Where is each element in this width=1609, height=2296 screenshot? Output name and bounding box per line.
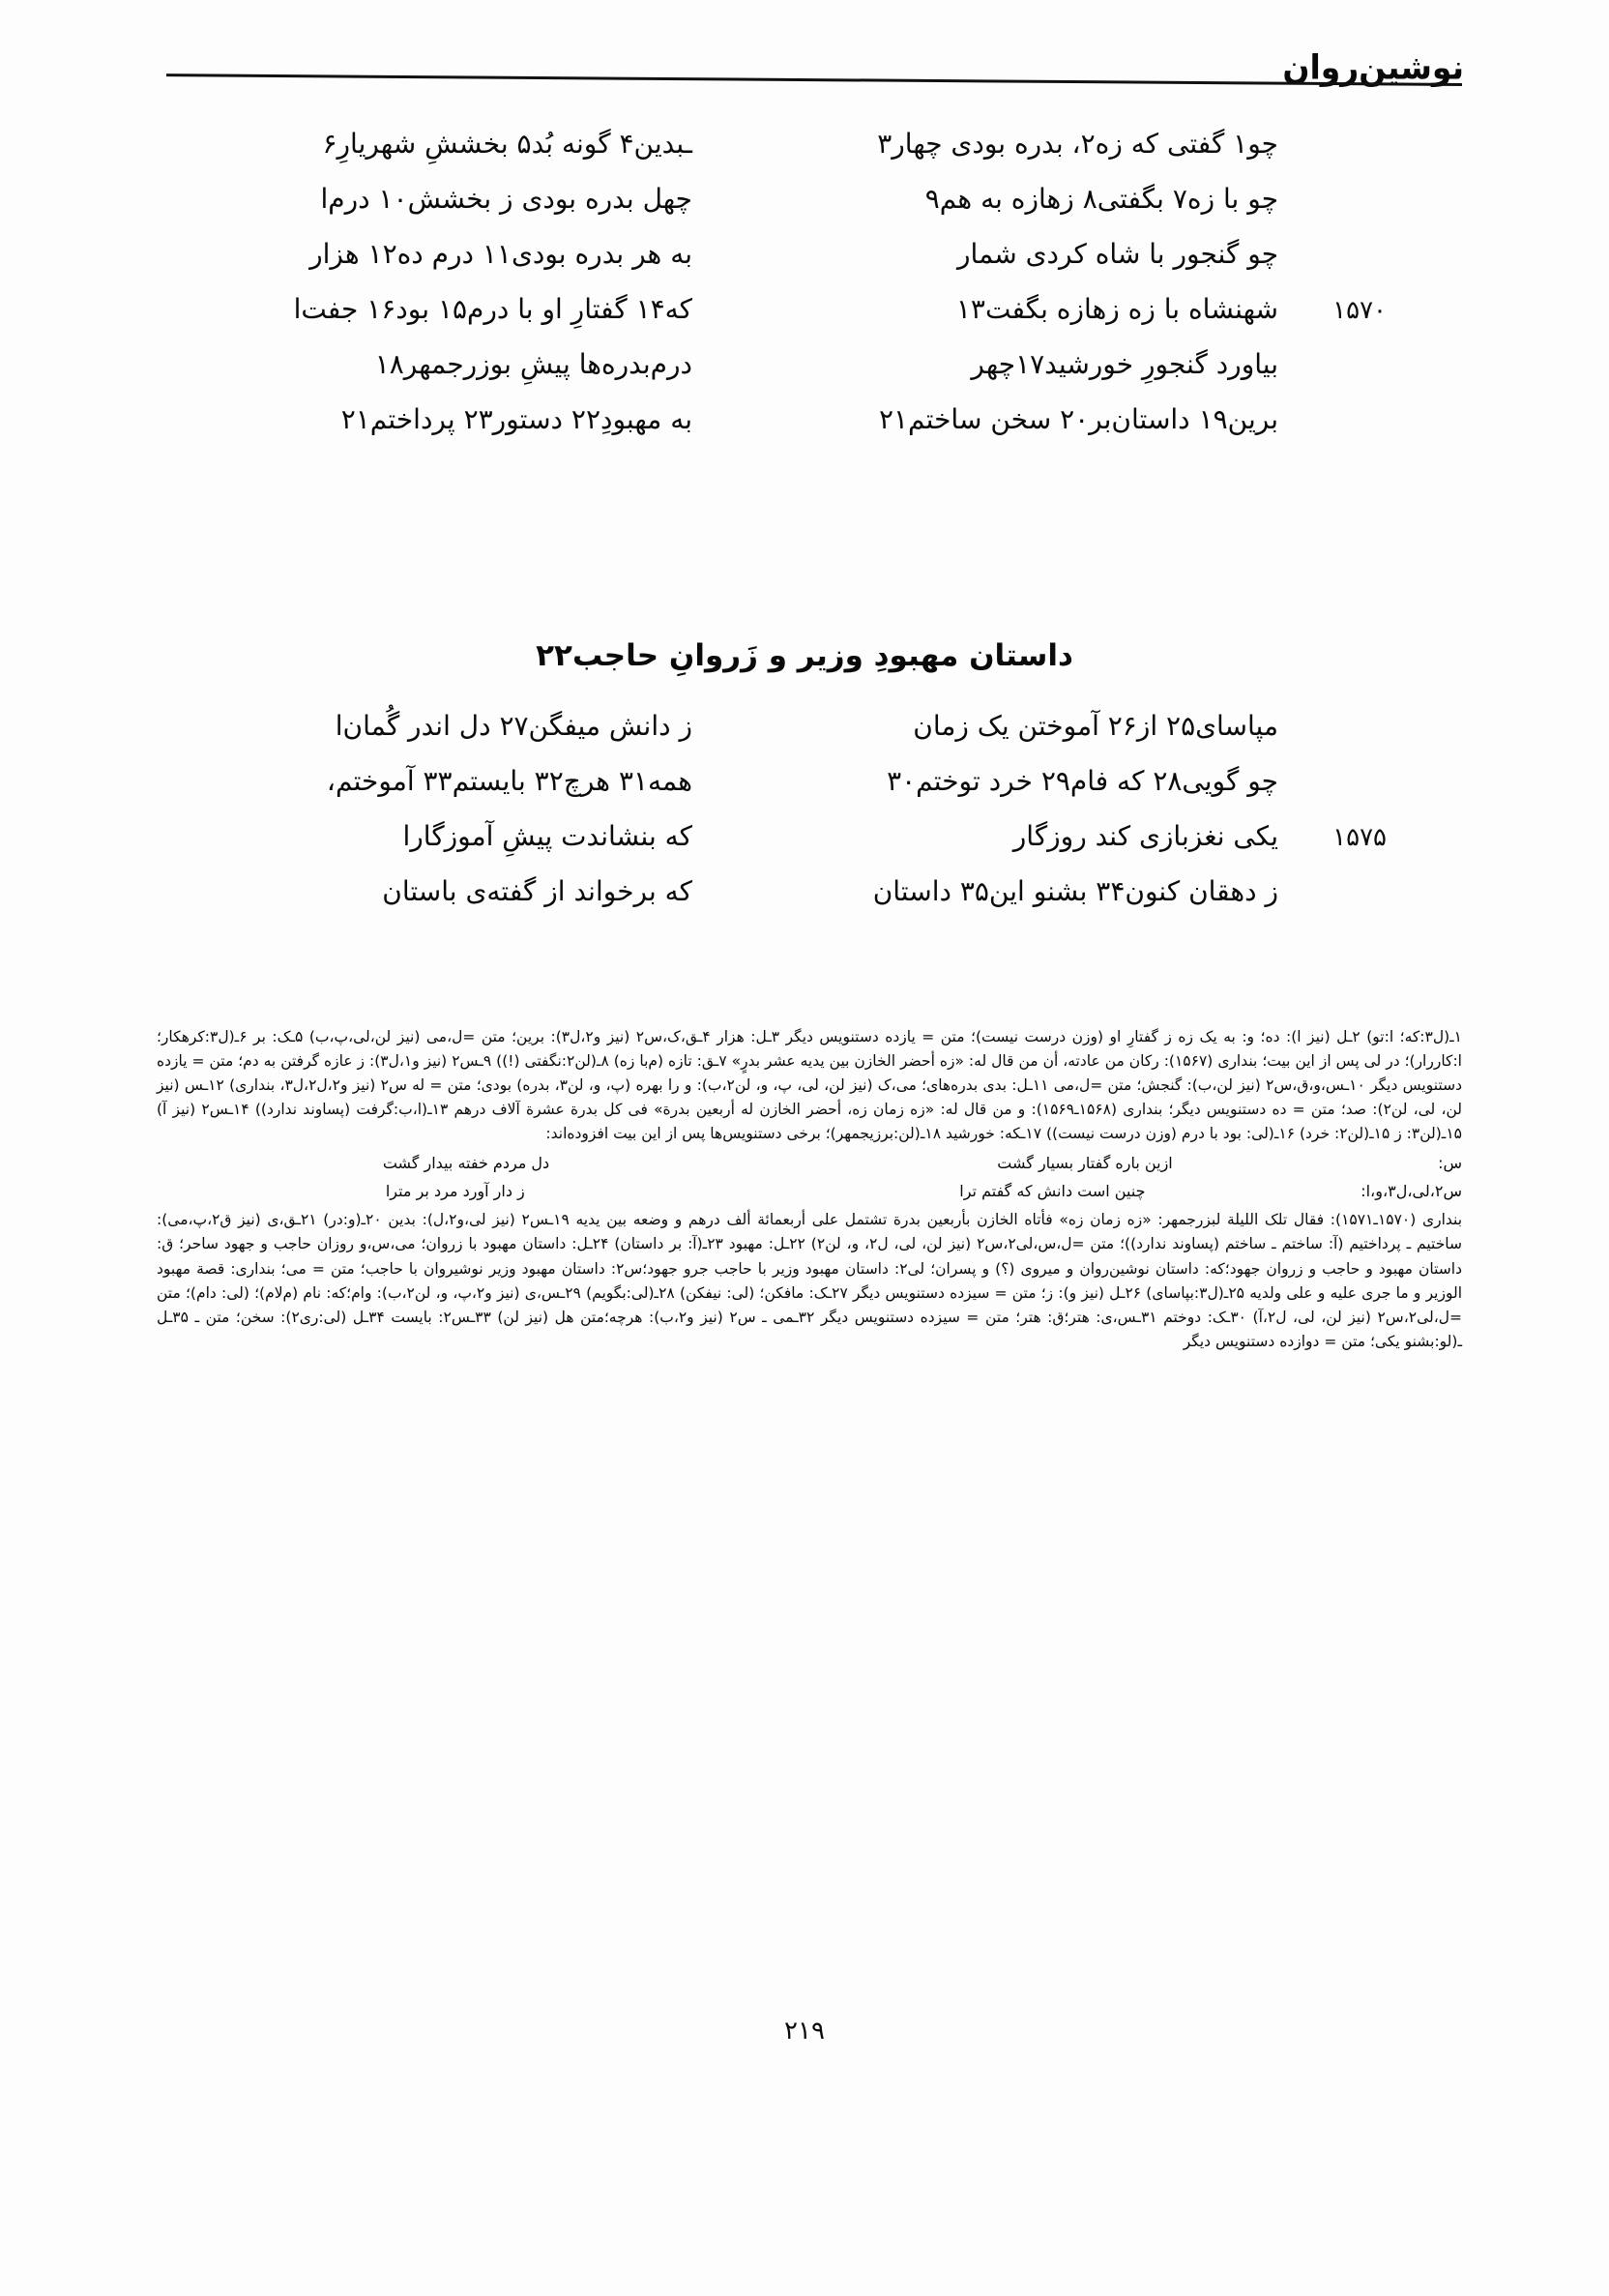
hemistich-second: چهل بدره بودی ز بخشش۱۰ درم‌ا [320, 183, 692, 215]
hemistich-first: شهنشاه با زه زهازه بگفت۱۳ [955, 293, 1278, 325]
folio-number: ۲۱۹ [784, 2016, 825, 2046]
hemistich-second: ز دانش میفگن۲۷ دل اندر گُمان‌ا [335, 710, 692, 742]
manuscript-siglum: س: [1438, 1153, 1462, 1172]
hemistich-first: چو۱ گفتی که زه۲، بدره بودی چهار۳ [877, 128, 1278, 160]
verse-row [0, 234, 1609, 275]
verse-block-two [0, 706, 1609, 927]
verse-row [0, 706, 1609, 747]
hemistich-first: بیاورد گنجورِ خورشید۱۷چهر [971, 348, 1278, 380]
apparatus-hemistich-first: چنین است دانش که گفتم ترا [959, 1182, 1146, 1201]
hemistich-first: مپاسای۲۵ از۲۶ آموختن یک زمان [913, 710, 1278, 742]
hemistich-first: ز دهقان کنون۳۴ بشنو این۳۵ داستان [872, 875, 1278, 907]
hemistich-second: که۱۴ گفتارِ او با درم۱۵ بود۱۶ جفت‌ا [293, 293, 692, 325]
section-heading: داستان مهبودِ وزیر و زَروانِ حاجب۲۲ [536, 638, 1073, 673]
verse-row [0, 289, 1609, 330]
verse-row [0, 124, 1609, 164]
hemistich-second: به مهبودِ۲۲ دستور۲۳ پرداختم۲۱ [340, 403, 692, 435]
verse-row [0, 399, 1609, 440]
apparatus-inserted-verse [157, 1179, 1462, 1204]
textual-apparatus [157, 1025, 1462, 1356]
verse-row [0, 179, 1609, 220]
hemistich-first: برین۱۹ داستان‌بر۲۰ سخن ساختم۲۱ [878, 403, 1278, 435]
verse-row [0, 816, 1609, 857]
hemistich-first: چو گنجور با شاه کردی شمار [957, 238, 1278, 270]
hemistich-second: درم‌بدره‌ها پیشِ بوزرجمهر۱۸ [374, 348, 692, 380]
apparatus-hemistich-second: دل مردم خفته بیدار گشت [382, 1153, 550, 1172]
verse-row [0, 871, 1609, 912]
hemistich-first: یکی نغزبازی کند روزگار [1012, 820, 1278, 852]
manuscript-siglum: س۲،لی،ل۳،و،ا: [1360, 1182, 1462, 1201]
verse-number: ۱۵۷۰ [1332, 296, 1387, 325]
apparatus-hemistich-first: ازین باره گفتار بسیار گشت [997, 1153, 1173, 1172]
hemistich-first: چو گویی۲۸ که فام۲۹ خرد توختم۳۰ [887, 765, 1278, 797]
hemistich-second: که بنشاندت پیشِ آموزگارا [402, 820, 692, 852]
hemistich-second: که برخواند از گفته‌ی باستان [382, 875, 692, 907]
apparatus-paragraph: ۱ـ(ل۳:که؛ ا:تو) ۲ـل (نیز ا): ده؛ و: به یک زه ز گفتارِ او (وزن درست نیست)؛ متن = یازده دستنویس دیگر ۳ـل: هزار ۴ـق،ک،س۲ (نیز و۲،ل۳): برین؛ متن =ل،می (نیز لن،لی،پ،ب) ۵ـک: بر ۶ـ(ل۳:کرهکار؛ ا:کاررار)؛ در لی پس از این بیت؛ بنداری (۱۵۶۷): ركان من عادته، أن من قال له: «زه أحضر الخازن بین یدیه عشر بدرٍ» ۷ـق: تازه (م‌با زه) ۸ـ(لن۲:نگفتی (!)) ۹ـس۲ (نیز و۱،ل۳): ز عازه گرفتن به دم؛ متن = یازده دستنویس دیگر ۱۰ـس،و،ق،س۲ (نیز لن،ب): گنجش؛ متن =ل،می ۱۱ـل: بدی بدره‌های؛ می،ک (نیز لن، لی، پ، و، لن۲،ب): و را بهره (پ، و، لن۳، بدره) بودی؛ متن = له س۲ (نیز و۲،ل۲،ل۳، بنداری) ۱۲ـس (نیز لن، لی، لن۲): صد؛ متن = ده دستنویس دیگر؛ بنداری (۱۵۶۸ـ۱۵۶۹): و من قال له: «زه زمان زه، أحضر الخازن له أربعین بدرة» فی کل بدرة عشرة آلاف درهم ۱۳ـ(ا،ب:گرفت (پساوند ندارد)) ۱۴ـس۲ (نیز آ) ۱۵ـ(لن۳: ز ۱۵ـ(لن۲: خرد) ۱۶ـ(لی: بود با درم (وزن درست نیست)) ۱۷ـکه: خورشید ۱۸ـ(لن:برزیجمهر)؛ برخی دستنویس‌ها پس از این بیت افزوده‌اند: [157, 1028, 1462, 1143]
apparatus-hemistich-second: ز دار آورد مرد بر مترا [385, 1182, 525, 1201]
hemistich-second: ـبدین۴ گونه بُد۵ بخششِ شهریارِ۶ [322, 128, 692, 160]
apparatus-inserted-verse [157, 1151, 1462, 1176]
verse-number: ۱۵۷۵ [1332, 823, 1387, 852]
verse-row [0, 344, 1609, 385]
verse-row [0, 761, 1609, 802]
running-head-text: نوشین‌روان [1282, 47, 1464, 87]
hemistich-second: به هر بدره بودی۱۱ درم ده۱۲ هزار [309, 238, 692, 270]
verse-block-one [0, 124, 1609, 455]
hemistich-second: همه۳۱ هرچ۳۲ بایستم۳۳ آموختم، [326, 765, 692, 797]
hemistich-first: چو با زه۷ بگفتی۸ زهازه به هم۹ [924, 183, 1278, 215]
apparatus-paragraph: بنداری (۱۵۷۰ـ۱۵۷۱): فقال تلک اللیلة لبزرجمهر: «زه زمان زه» فأتاه الخازن بأربعین بدرة تشتمل علی أربعمائة ألف درهم و وضعه بین یدیه ۱۹ـس۲ (نیز لی،و۲،ل): بدین ۲۰ـ(و:در) ۲۱ـق،ی (نیز ق۲،پ،می): ساختیم ـ پرداختیم (آ: ساختم ـ ساختم (پساوند ندارد))؛ متن =ل،س،لی۲،س۲ (نیز لن، لی، ل۲، و، لن۲) ۲۲ـل: مهبود ۲۳ـ(آ: بر داستان) ۲۴ـل: داستان مهبود با زروان؛ می،س،و روزان حاجب و جهود ساحر؛ ق: داستان مهبود و حاجب و زروان جهود؛که: داستان نوشین‌روان و میروی (؟) و پسران؛ لی۲: داستان مهبود وزیر با حاجب جرو جهود؛س۲: داستان مهبود وزیر نوشیروان با حاجب؛ متن = می؛ بنداری: قصة مهبود الوزیر و ما جری علیه و علی ولدیه ۲۵ـ(ل۳:بپاسای) ۲۶ـل (نیز و): ز؛ متن = سیزده دستنویس دیگر ۲۷ـک: مافکن؛ (لی: نیفکن) ۲۸ـ(لی:بگویم) ۲۹ـس،ی (نیز و۲،پ، و، لن۲،ب): وام؛که: نام (م‌لام)؛ (لی: دام)؛ متن =ل،لی۲،س۲ (نیز لن، لی، ل۲،آ) ۳۰ـک: دوختم ۳۱ـس،ی: هتر؛ق: هتر؛ متن = سیزده دستنویس دیگر ۳۲ـمی ـ س۲ (نیز و۲،ب): هرچه؛متن هل (نیز لن) ۳۳ـس۲: بایست ۳۴ـل (لی:ری۲): سخن؛ متن ـ ۳۵ـل ـ(لو:بشنو یکی؛ متن = دوازده دستنویس دیگر [157, 1211, 1463, 1350]
